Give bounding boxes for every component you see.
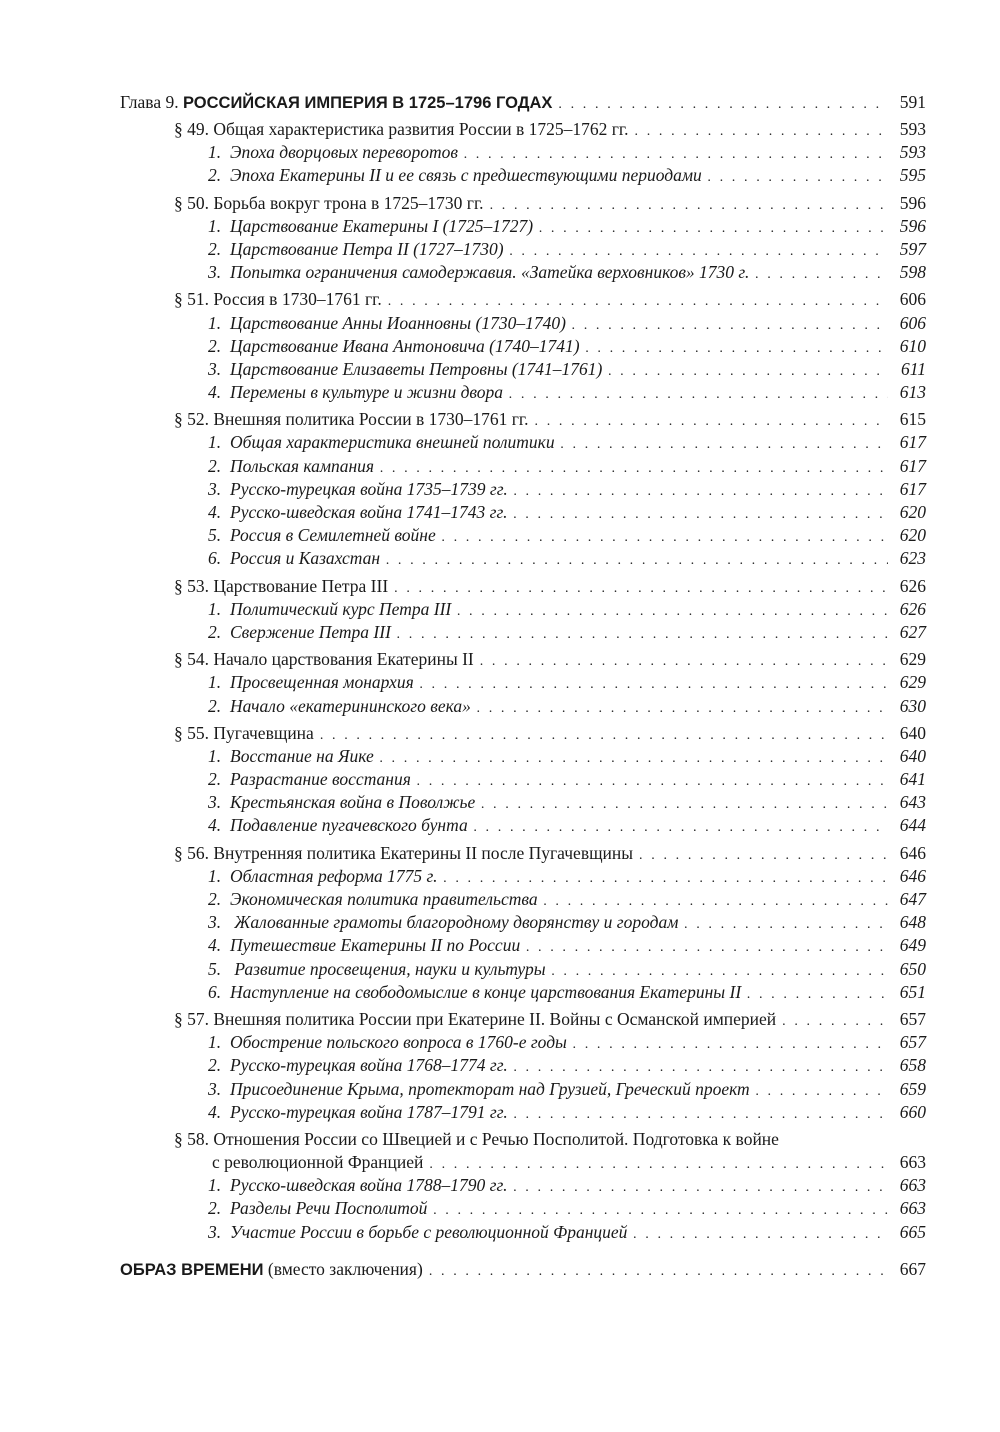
item-entry-page: 613 [899, 382, 926, 403]
dot-leader [380, 747, 888, 770]
item-entry [120, 547, 926, 570]
item-entry-title [208, 431, 555, 454]
section-entry-title: § 52. Внешняя политика России в 1730–1761 гг. [174, 409, 529, 430]
item-title: Польская кампания [230, 455, 375, 476]
item-title: Разделы Речи Посполитой [230, 1198, 428, 1219]
item-entry-page: 610 [899, 335, 926, 356]
item-title: Крестьянская война в Поволжье [230, 792, 476, 813]
section-block [120, 575, 926, 645]
item-entry-page: 596 [899, 215, 926, 236]
section-block [120, 118, 926, 188]
dot-leader [444, 867, 889, 890]
item-entry [120, 431, 926, 454]
chapter-title [120, 88, 552, 117]
item-entry [120, 888, 926, 911]
section-entry-title: § 57. Внешняя политика России при Екатерине II. Войны с Османской империей [174, 1008, 777, 1029]
item-title: Русско-турецкая война 1735–1739 гг. [230, 478, 508, 499]
item-entry-title [208, 1054, 508, 1077]
section-entry-page: 615 [899, 409, 926, 430]
item-entry [120, 958, 926, 981]
item-entry-title [208, 455, 374, 478]
dot-leader [586, 337, 888, 360]
item-number: 6. [208, 981, 222, 1002]
item-title: Русско-шведская война 1741–1743 гг. [230, 502, 508, 522]
section-entry-title: § 56. Внутренняя политика Екатерины II после Пугачевщины [174, 842, 634, 863]
chapter-page: 591 [899, 92, 926, 112]
item-title: Жалованные грамоты благородному дворянству и городам [230, 912, 679, 933]
item-number: 2. [208, 1055, 222, 1076]
dot-leader [480, 650, 888, 673]
dot-leader [756, 1080, 888, 1103]
item-number: 5. [208, 525, 222, 546]
item-entry-title [208, 335, 580, 358]
item-entry-title [208, 888, 538, 911]
item-title: Эпоха дворцовых переворотов [230, 142, 458, 163]
item-number: 2. [208, 335, 222, 356]
section-block [120, 192, 926, 285]
section-block [120, 408, 926, 570]
section-entry [120, 408, 926, 431]
item-entry [120, 215, 926, 238]
section-block [120, 648, 926, 718]
item-entry-page: 660 [899, 1101, 926, 1122]
section-entry-title: § 55. Пугачевщина [174, 722, 314, 743]
item-entry [120, 335, 926, 358]
item-title: Подавление пугачевского бунта [230, 815, 468, 836]
section-entry-title: § 54. Начало царствования Екатерины II [174, 649, 474, 670]
dot-leader [490, 194, 888, 217]
item-entry-page: 665 [899, 1221, 926, 1242]
item-entry-page: 595 [899, 165, 926, 186]
item-entry-title [208, 598, 451, 621]
item-entry-page: 647 [899, 889, 926, 909]
item-entry-page: 606 [899, 312, 926, 333]
section-entry-page: 593 [899, 119, 926, 139]
item-title: Царствование Ивана Антоновича (1740–1741) [230, 335, 580, 356]
item-title: Царствование Елизаветы Петровны (1741–1761) [230, 358, 603, 379]
item-entry-title [208, 312, 566, 335]
item-title: Свержение Петра III [230, 621, 391, 642]
section-page: 663 [899, 1152, 926, 1173]
item-number: 2. [208, 695, 222, 716]
item-entry-title [208, 1174, 507, 1197]
item-entry [120, 358, 926, 381]
item-number: 4. [208, 382, 222, 403]
item-entry-page: 617 [899, 432, 926, 453]
item-number: 3. [208, 912, 222, 933]
dot-leader [513, 503, 888, 526]
item-number: 1. [208, 598, 222, 619]
section-entry-title: § 50. Борьба вокруг трона в 1725–1730 гг. [174, 192, 484, 213]
item-entry-page: 646 [899, 865, 926, 886]
item-entry-page: 649 [899, 935, 926, 956]
section-entry [120, 192, 926, 215]
item-number: 1. [208, 745, 222, 766]
section-entry-page: 629 [899, 649, 926, 670]
item-entry-title [208, 621, 391, 644]
section-entry [120, 648, 926, 671]
item-entry-title [208, 865, 438, 888]
item-entry-page: 593 [899, 142, 926, 163]
item-title: Россия и Казахстан [230, 548, 381, 569]
item-entry-page: 597 [899, 238, 926, 259]
section-entry-page: 626 [899, 575, 926, 596]
dot-leader [558, 91, 888, 119]
item-title: Перемены в культуре и жизни двора [230, 382, 504, 403]
item-number: 2. [208, 238, 222, 259]
dot-leader [513, 1176, 888, 1199]
dot-leader [514, 480, 888, 503]
section-entry [120, 288, 926, 311]
dot-leader [782, 1010, 888, 1033]
item-entry-page: 659 [899, 1078, 926, 1099]
dot-leader [639, 844, 888, 867]
item-entry-page: 620 [899, 502, 926, 522]
item-entry-page: 598 [899, 262, 926, 283]
item-title: Развитие просвещения, науки и культуры [230, 958, 546, 979]
dot-leader [397, 623, 888, 646]
dot-leader [552, 960, 888, 983]
item-entry-page: 663 [899, 1198, 926, 1219]
item-entry-title [208, 1101, 508, 1124]
item-entry [120, 814, 926, 837]
item-title: Путешествие Екатерины II по России [230, 935, 521, 956]
item-entry [120, 1078, 926, 1101]
item-entry-title [208, 958, 546, 981]
item-entry [120, 671, 926, 694]
dot-leader [544, 890, 888, 913]
item-number: 3. [208, 1078, 222, 1099]
item-entry [120, 791, 926, 814]
section-block [120, 1128, 926, 1244]
item-entry [120, 598, 926, 621]
item-entry [120, 911, 926, 934]
item-entry-title [208, 768, 411, 791]
item-number: 3. [208, 262, 222, 283]
item-entry-title [208, 547, 380, 570]
dot-leader [420, 673, 888, 696]
item-entry [120, 981, 926, 1004]
item-entry [120, 1054, 926, 1077]
dot-leader [394, 577, 888, 600]
item-entry-title [208, 695, 471, 718]
dot-leader [429, 1153, 888, 1176]
item-number: 3. [208, 358, 222, 379]
dot-leader [320, 724, 888, 747]
item-entry [120, 768, 926, 791]
item-entry [120, 238, 926, 261]
item-entry-title [208, 791, 475, 814]
item-entry-title [208, 261, 749, 284]
dot-leader [514, 1103, 888, 1126]
item-title: Царствование Петра II (1727–1730) [230, 238, 504, 259]
item-entry [120, 478, 926, 501]
item-title: Восстание на Яике [230, 745, 374, 766]
item-entry [120, 524, 926, 547]
dot-leader [633, 1223, 888, 1246]
item-entry [120, 141, 926, 164]
item-entry-title [208, 745, 374, 768]
item-entry-page: 657 [899, 1032, 926, 1053]
item-number: 4. [208, 815, 222, 836]
item-number: 3. [208, 478, 222, 499]
dot-leader [442, 526, 888, 549]
item-title: Просвещенная монархия [230, 672, 414, 693]
item-title: Наступление на свободомыслие в конце царствования Екатерины II [230, 981, 742, 1002]
item-entry [120, 381, 926, 404]
section-block [120, 288, 926, 404]
dot-leader [514, 1056, 888, 1079]
item-entry [120, 164, 926, 187]
item-number: 4. [208, 1101, 222, 1122]
conclusion-page: 667 [899, 1258, 926, 1279]
item-entry-title [208, 981, 741, 1004]
section-entry-page: 657 [899, 1008, 926, 1029]
item-entry-page: 641 [899, 769, 926, 790]
item-entry [120, 261, 926, 284]
item-entry-title [208, 358, 602, 381]
item-number: 1. [208, 672, 222, 693]
item-entry-page: 663 [899, 1175, 926, 1196]
item-entry-page: 651 [899, 981, 926, 1002]
section-entry [120, 842, 926, 865]
item-entry-page: 630 [899, 695, 926, 716]
item-number: 1. [208, 865, 222, 886]
item-entry-title [208, 238, 504, 261]
dot-leader [535, 410, 888, 433]
item-title: Россия в Семилетней войне [230, 525, 436, 546]
dot-leader [708, 166, 888, 189]
item-number: 3. [208, 1221, 222, 1242]
item-title: Общая характеристика внешней политики [230, 432, 555, 453]
dot-leader [477, 697, 888, 720]
item-entry-page: 611 [901, 358, 926, 379]
section-entry-page: 606 [899, 289, 926, 310]
item-entry [120, 695, 926, 718]
dot-leader [380, 457, 888, 480]
item-title: Царствование Анны Иоанновны (1730–1740) [230, 312, 566, 333]
item-entry-page: 623 [899, 548, 926, 569]
item-number: 4. [208, 935, 222, 956]
dot-leader [572, 314, 888, 337]
item-number: 1. [208, 432, 222, 453]
section-title-line1: § 58. Отношения России со Швецией и с Речью Посполитой. Подготовка к войне [174, 1128, 779, 1149]
section-title-line2: с революционной Францией [212, 1152, 424, 1173]
item-entry-title [208, 814, 468, 837]
item-entry-title [208, 1197, 427, 1220]
item-title: Разрастание восстания [230, 769, 411, 790]
item-entry [120, 621, 926, 644]
dot-leader [386, 549, 888, 572]
item-entry-page: 626 [899, 598, 926, 619]
item-number: 2. [208, 455, 222, 476]
chapter-name: РОССИЙСКАЯ ИМПЕРИЯ В 1725–1796 ГОДАХ [182, 94, 553, 112]
item-number: 1. [208, 1175, 222, 1196]
item-number: 2. [208, 165, 222, 186]
item-title: Политический курс Петра III [230, 598, 452, 619]
item-title: Областная реформа 1775 г. [230, 865, 438, 886]
item-entry [120, 455, 926, 478]
section-block [120, 722, 926, 838]
item-title: Русско-турецкая война 1787–1791 гг. [230, 1101, 508, 1122]
conclusion-title [120, 1258, 423, 1282]
item-title: Участие России в борьбе с революционной Францией [230, 1221, 628, 1242]
item-title: Эпоха Екатерины II и ее связь с предшествующими периодами [230, 165, 702, 186]
section-entry-page: 646 [899, 842, 926, 863]
section-entry-title: § 51. Россия в 1730–1761 гг. [174, 289, 382, 310]
item-entry-title [208, 524, 436, 547]
item-entry-title [208, 478, 508, 501]
item-entry [120, 1197, 926, 1220]
dot-leader [457, 600, 888, 623]
item-entry-title [208, 1221, 627, 1244]
dot-leader [526, 936, 888, 959]
item-number: 4. [208, 502, 222, 522]
dot-leader [388, 290, 888, 313]
dot-leader [433, 1199, 888, 1222]
item-title: Присоединение Крыма, протекторат над Грузией, Греческий проект [230, 1078, 750, 1099]
item-number: 2. [208, 889, 222, 909]
item-entry-page: 629 [899, 672, 926, 693]
section-block [120, 1008, 926, 1124]
conclusion-entry [120, 1258, 926, 1281]
section-entry-page: 640 [899, 722, 926, 743]
item-entry-title [208, 381, 503, 404]
conclusion-title-bold: ОБРАЗ ВРЕМЕНИ [120, 1260, 264, 1279]
section-block [120, 842, 926, 1004]
item-entry-page: 643 [899, 792, 926, 813]
item-number: 3. [208, 792, 222, 813]
item-entry [120, 312, 926, 335]
section-entry [120, 118, 926, 141]
section-entry-page: 596 [899, 192, 926, 213]
dot-leader [573, 1033, 888, 1056]
table-of-contents [120, 88, 926, 1281]
item-title: Царствование Екатерины I (1725–1727) [230, 215, 534, 236]
dot-leader [429, 1260, 888, 1283]
item-entry-title [208, 671, 414, 694]
dot-leader [561, 433, 888, 456]
dot-leader [747, 983, 888, 1006]
item-entry [120, 501, 926, 524]
dot-leader [510, 240, 888, 263]
dot-leader [481, 793, 888, 816]
section-entry-title: § 49. Общая характеристика развития России в 1725–1762 гг. [174, 119, 629, 139]
section-entry [120, 575, 926, 598]
item-entry-title [208, 164, 702, 187]
item-entry-title [208, 934, 520, 957]
item-entry-page: 650 [899, 958, 926, 979]
item-entry-page: 648 [899, 912, 926, 933]
item-title: Начало «екатерининского века» [230, 695, 471, 716]
dot-leader [608, 360, 888, 383]
dot-leader [464, 143, 888, 166]
section-entry [120, 1008, 926, 1031]
item-entry [120, 865, 926, 888]
item-entry-page: 658 [899, 1055, 926, 1076]
item-number: 6. [208, 548, 222, 569]
item-number: 1. [208, 142, 222, 163]
item-entry-title [208, 141, 458, 164]
item-number: 1. [208, 312, 222, 333]
section-entry-title: § 53. Царствование Петра III [174, 575, 389, 596]
chapter-heading [120, 88, 926, 116]
item-number: 2. [208, 769, 222, 790]
dot-leader [417, 770, 888, 793]
item-entry-title [208, 215, 533, 238]
item-title: Экономическая политика правительства [230, 889, 538, 909]
dot-leader [509, 383, 888, 406]
item-entry-page: 627 [899, 621, 926, 642]
item-entry [120, 1101, 926, 1124]
section-items [120, 1174, 926, 1244]
conclusion-title-rest: (вместо заключения) [263, 1258, 423, 1279]
item-entry [120, 1221, 926, 1244]
section-entry [120, 722, 926, 745]
item-entry-title [208, 911, 678, 934]
item-number: 1. [208, 1032, 222, 1053]
item-entry-page: 640 [899, 745, 926, 766]
item-entry-title [208, 1031, 567, 1054]
section-entry [120, 1151, 926, 1174]
dot-leader [684, 913, 888, 936]
item-entry-page: 617 [899, 478, 926, 499]
item-title: Попытка ограничения самодержавия. «Затейка верховников» 1730 г. [230, 262, 750, 283]
item-number: 1. [208, 215, 222, 236]
item-entry [120, 1031, 926, 1054]
item-entry-page: 617 [899, 455, 926, 476]
dot-leader [755, 263, 888, 286]
item-title: Русско-турецкая война 1768–1774 гг. [230, 1055, 508, 1076]
item-entry [120, 745, 926, 768]
item-entry [120, 1174, 926, 1197]
item-entry-page: 620 [899, 525, 926, 546]
item-entry-page: 644 [899, 815, 926, 836]
item-entry-title [208, 501, 507, 524]
item-number: 2. [208, 1198, 222, 1219]
item-entry-title [208, 1078, 750, 1101]
item-entry [120, 934, 926, 957]
dot-leader [635, 120, 889, 143]
item-number: 2. [208, 621, 222, 642]
dot-leader [474, 816, 888, 839]
item-title: Обострение польского вопроса в 1760-е годы [230, 1032, 567, 1053]
dot-leader [539, 217, 888, 240]
item-title: Русско-шведская война 1788–1790 гг. [230, 1175, 508, 1196]
sections-list [120, 118, 926, 1124]
item-number: 5. [208, 958, 222, 979]
chapter-prefix: Глава 9. [120, 92, 179, 112]
